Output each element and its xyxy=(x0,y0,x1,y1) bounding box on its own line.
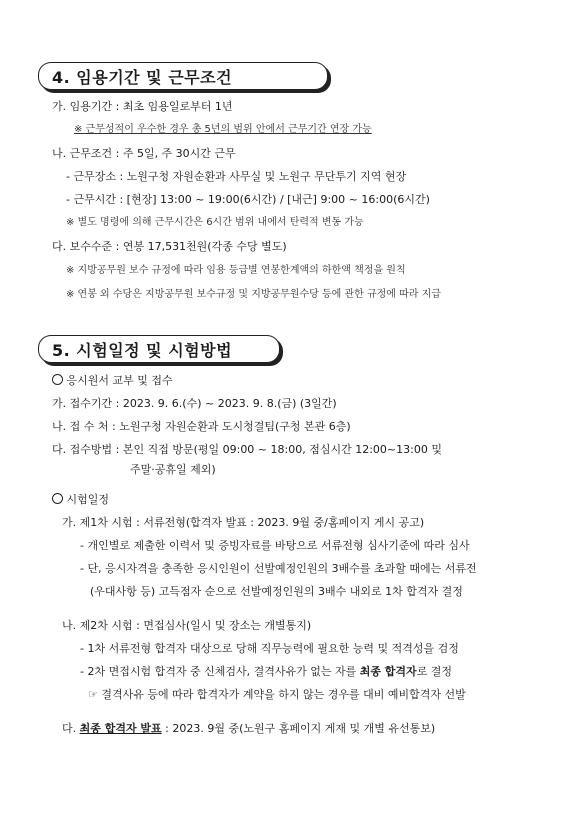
work-place: - 근무장소 : 노원구청 자원순환과 사무실 및 노원구 무단투기 지역 현장 xyxy=(66,170,407,183)
application-period: 가. 접수기간 : 2023. 9. 6.(수) ~ 2023. 9. 8.(금) (3일간) xyxy=(52,397,337,410)
second-exam: 나. 제2차 시험 : 면접심사(일시 및 장소는 개별통지) xyxy=(62,619,312,632)
circle-bullet-icon xyxy=(52,493,63,504)
section-4-title: 4. 임용기간 및 근무조건 xyxy=(52,68,233,87)
second-exam-detail-2-end: 로 결정 xyxy=(416,665,453,678)
application-heading xyxy=(52,374,173,388)
second-exam-detail-1: - 1차 서류전형 합격자 대상으로 당해 직무능력에 필요한 능력 및 적격성을 검정 xyxy=(80,642,459,655)
final-announcement-prefix: 다. xyxy=(62,722,80,735)
final-announcement xyxy=(62,722,435,736)
second-exam-detail-2-text: - 2차 면접시험 합격자 중 신체검사, 결격사유가 없는 자를 xyxy=(80,665,360,678)
application-office: 나. 접 수 처 : 노원구청 자원순환과 도시청결팀(구청 본관 6층) xyxy=(52,420,351,433)
work-hours-note: ※ 별도 명령에 의해 근무시간은 6시간 범위 내에서 탄력적 변동 가능 xyxy=(66,217,364,228)
salary-note-1: ※ 지방공무원 보수 규정에 따라 임용 등급별 연봉한계액의 하한액 책정을 원칙 xyxy=(66,265,406,276)
section-5-title: 5. 시험일정 및 시험방법 xyxy=(52,341,233,360)
employment-period: 가. 임용기간 : 최초 임용일로부터 1년 xyxy=(52,100,233,113)
first-exam: 가. 제1차 시험 : 서류전형(합격자 발표 : 2023. 9월 중/홈페이지 게시 공고) xyxy=(62,516,425,529)
working-conditions: 나. 근무조건 : 주 5일, 주 30시간 근무 xyxy=(52,147,236,160)
application-method: 다. 접수방법 : 본인 직접 방문(평일 09:00 ~ 18:00, 점심시간 12:00~13:00 및 xyxy=(52,443,442,456)
employment-period-note: ※ 근무성적이 우수한 경우 총 5년의 범위 안에서 근무기간 연장 가능 xyxy=(74,124,372,135)
second-exam-detail-2 xyxy=(80,665,452,679)
work-hours: - 근무시간 : [현장] 13:00 ~ 19:00(6시간) / [내근] 9:00 ~ 16:00(6시간) xyxy=(66,193,430,206)
final-announcement-label: 최종 합격자 발표 xyxy=(79,722,162,735)
application-heading-text: 응시원서 교부 및 접수 xyxy=(66,374,173,387)
salary-note-2: ※ 연봉 외 수당은 지방공무원 보수규정 및 지방공무원수당 등에 관한 규정에 따라 지급 xyxy=(66,289,441,300)
final-announcement-detail: : 2023. 9월 중(노원구 홈페이지 게재 및 개별 유선통보) xyxy=(161,722,436,735)
final-passer-emphasis: 최종 합격자 xyxy=(359,665,417,678)
exam-schedule-heading-text: 시험일정 xyxy=(66,493,110,506)
first-exam-detail-1: - 개인별로 제출한 이력서 및 증빙자료를 바탕으로 서류전형 심사기준에 따라 심사 xyxy=(80,539,470,552)
salary-level: 다. 보수수준 : 연봉 17,531천원(각종 수당 별도) xyxy=(52,240,287,253)
exam-schedule-heading xyxy=(52,493,109,507)
first-exam-detail-2-cont: (우대사항 등) 고득점자 순으로 선발예정인원의 3배수 내외로 1차 합격자 결정 xyxy=(90,585,463,598)
circle-bullet-icon xyxy=(52,374,63,385)
reserve-passer-note: ☞ 결격사유 등에 따라 합격자가 계약을 하지 않는 경우를 대비 예비합격자 선발 xyxy=(88,688,466,701)
application-method-cont: 주말·공휴일 제외) xyxy=(130,463,216,476)
first-exam-detail-2: - 단, 응시자격을 충족한 응시인원이 선발예정인원의 3배수를 초과할 때에는 서류전 xyxy=(80,562,477,575)
